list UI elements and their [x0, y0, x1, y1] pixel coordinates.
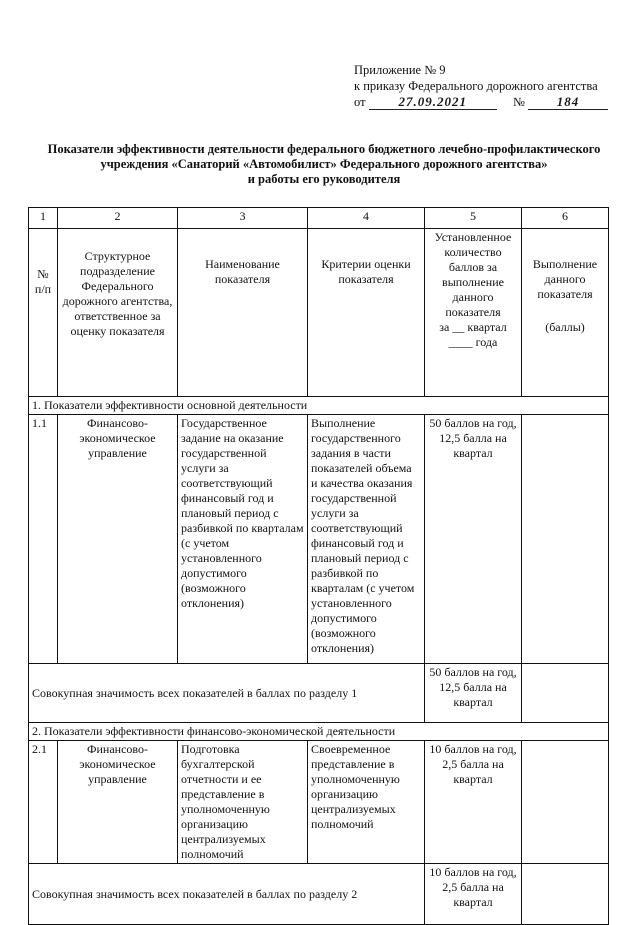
title-line-1: Показатели эффективности деятельности федерального бюджетного лечебно-профилактического: [47, 142, 601, 156]
appendix-order-ref: к приказу Федерального дорожного агентства: [354, 79, 598, 93]
section-2-summary-points: 10 баллов на год, 2,5 балла на квартал: [425, 864, 522, 925]
header-indicator: Наименование показателя: [178, 229, 308, 397]
row-points: 50 баллов на год, 12,5 балла на квартал: [425, 415, 522, 664]
number-prefix: №: [512, 95, 525, 109]
section-1-title: 1. Показатели эффективности основной деятельности: [29, 397, 609, 415]
section-2-summary-row: [29, 864, 609, 925]
header-points: Установленное количество баллов за выполнение данного показателя за __ квартал ____ года: [425, 229, 522, 397]
title-line-2: учреждения «Санаторий «Автомобилист» Федерального дорожного агентства»: [100, 157, 548, 171]
header-criteria: Критерии оценки показателя: [308, 229, 425, 397]
section-1-summary-label: Совокупная значимость всех показателей в баллах по разделу 1: [29, 664, 425, 723]
section-2-row: [29, 723, 609, 741]
column-number: 3: [178, 208, 308, 229]
document-title: [28, 142, 620, 187]
section-1-summary-result: [522, 664, 609, 723]
column-number: 6: [522, 208, 609, 229]
header-row: [29, 229, 609, 397]
table-row: [29, 415, 609, 664]
handwritten-number: 184: [528, 95, 608, 110]
table-row: [29, 741, 609, 864]
date-prefix: от: [354, 95, 366, 109]
row-criteria: Своевременное представление в уполномоченную организацию централизуемых полномочий: [308, 741, 425, 864]
section-1-summary-row: [29, 664, 609, 723]
row-indicator: Государственное задание на оказание государственной услуги за соответствующий финансовый год и плановый период с разбивкой по кварталам (с учетом установленного допустимого (возможного отклонения): [178, 415, 308, 664]
section-1-row: [29, 397, 609, 415]
appendix-block: [354, 62, 624, 110]
handwritten-date: 27.09.2021: [369, 95, 497, 110]
row-points: 10 баллов на год, 2,5 балла на квартал: [425, 741, 522, 864]
header-department: Структурное подразделение Федерального дорожного агентства, ответственное за оценку показателя: [58, 229, 178, 397]
row-department: Финансово-экономическое управление: [58, 415, 178, 664]
header-result: Выполнение данного показателя (баллы): [522, 229, 609, 397]
row-result: [522, 415, 609, 664]
row-number: 1.1: [29, 415, 58, 664]
header-number: № п/п: [29, 229, 58, 397]
row-indicator: Подготовка бухгалтерской отчетности и ее представление в уполномоченную организацию централизуемых полномочий: [178, 741, 308, 864]
section-1-summary-points: 50 баллов на год, 12,5 балла на квартал: [425, 664, 522, 723]
indicators-table: [28, 207, 609, 925]
row-department: Финансово-экономическое управление: [58, 741, 178, 864]
section-2-summary-label: Совокупная значимость всех показателей в баллах по разделу 2: [29, 864, 425, 925]
section-2-summary-result: [522, 864, 609, 925]
row-criteria: Выполнение государственного задания в части показателей объема и качества оказания государственной услуги за соответствующий финансовый год и плановый период с разбивкой по кварталам (с учетом установленного допустимого (возможного отклонения): [308, 415, 425, 664]
row-result: [522, 741, 609, 864]
appendix-title: Приложение № 9: [354, 63, 446, 77]
section-2-title: 2. Показатели эффективности финансово-экономической деятельности: [29, 723, 609, 741]
column-numbers-row: [29, 208, 609, 229]
column-number: 4: [308, 208, 425, 229]
row-number: 2.1: [29, 741, 58, 864]
title-line-3: и работы его руководителя: [247, 172, 401, 186]
appendix-date-line: [354, 94, 624, 110]
column-number: 5: [425, 208, 522, 229]
column-number: 1: [29, 208, 58, 229]
column-number: 2: [58, 208, 178, 229]
